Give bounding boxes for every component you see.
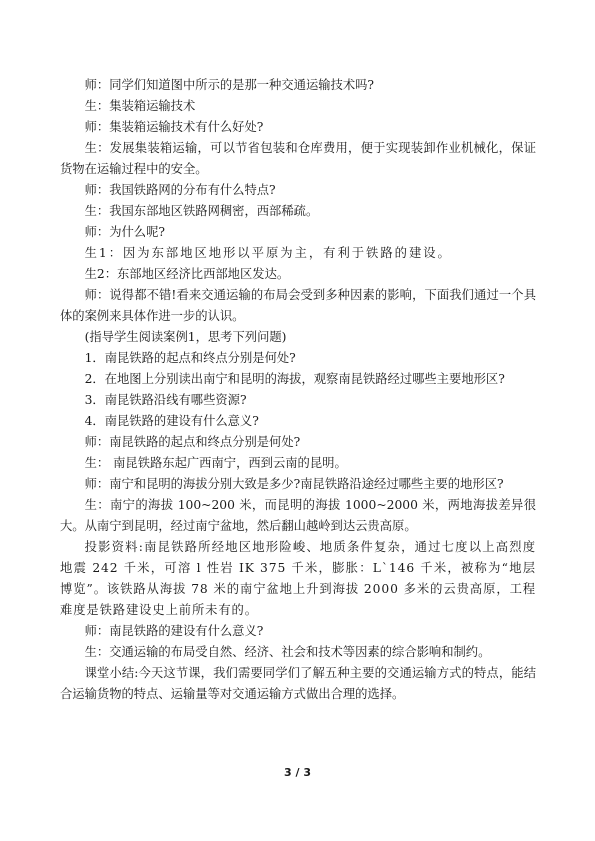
paragraph: (指导学生阅读案例1，思考下列问题) xyxy=(84,330,287,344)
paragraph: 师：集装箱运输技术有什么好处? xyxy=(84,120,264,134)
projection-material: 投影资料:南昆铁路所经地区地形险峻、地质条件复杂，通过七度以上高烈度地震 242 千米，可溶 l 性岩 IK 375 千米，膨胀：L`146 千米，被称为“地层博览”。该铁路从海拔 78 米的南宁盆地上升到海拔 2000 多米的云贵高原，工程难度是铁路建设史上前所未有的。 xyxy=(60,540,536,617)
paragraph: 师：南宁和昆明的海拔分别大致是多少?南昆铁路沿途经过哪些主要的地形区? xyxy=(84,477,504,491)
paragraph: 师：南昆铁路的起点和终点分别是何处? xyxy=(84,435,301,449)
paragraph: 生1：因为东部地区地形以平原为主，有利于铁路的建设。 xyxy=(84,246,452,260)
paragraph: 师：为什么呢? xyxy=(84,225,165,239)
paragraph: 师：说得都不错!看来交通运输的布局会受到多种因素的影响，下面我们通过一个具体的案例来具体作进一步的认识。 xyxy=(60,288,536,323)
question-item: 3．南昆铁路沿线有哪些资源? xyxy=(84,393,247,407)
document-body xyxy=(60,75,536,705)
class-summary: 课堂小结:今天这节课，我们需要同学们了解五种主要的交通运输方式的特点，能结合运输货物的特点、运输量等对交通运输方式做出合理的选择。 xyxy=(60,666,536,701)
paragraph: 生：发展集装箱运输，可以节省包装和仓库费用，便于实现装卸作业机械化，保证货物在运输过程中的安全。 xyxy=(60,141,536,176)
paragraph: 生2：东部地区经济比西部地区发达。 xyxy=(84,267,290,281)
paragraph: 生：南宁的海拔 100~200 米，而昆明的海拔 1000~2000 米，两地海拔差异很大。从南宁到昆明，经过南宁盆地，然后翻山越岭到达云贵高原。 xyxy=(60,498,536,533)
paragraph: 生：集装箱运输技术 xyxy=(84,99,196,113)
question-item: 1．南昆铁路的起点和终点分别是何处? xyxy=(84,351,296,365)
question-item: 2．在地图上分别读出南宁和昆明的海拔，观察南昆铁路经过哪些主要地形区? xyxy=(84,372,505,386)
paragraph: 生：我国东部地区铁路网稠密，西部稀疏。 xyxy=(84,204,319,218)
paragraph: 生：交通运输的布局受自然、经济、社会和技术等因素的综合影响和制约。 xyxy=(84,645,491,659)
question-item: 4．南昆铁路的建设有什么意义? xyxy=(84,414,259,428)
paragraph: 师：我国铁路网的分布有什么特点? xyxy=(84,183,276,197)
page-number: 3 / 3 xyxy=(284,766,311,779)
paragraph: 师：南昆铁路的建设有什么意义? xyxy=(84,624,264,638)
paragraph: 师：同学们知道图中所示的是那一种交通运输技术吗? xyxy=(84,78,375,92)
paragraph: 生： 南昆铁路东起广西南宁，西到云南的昆明。 xyxy=(84,456,347,470)
